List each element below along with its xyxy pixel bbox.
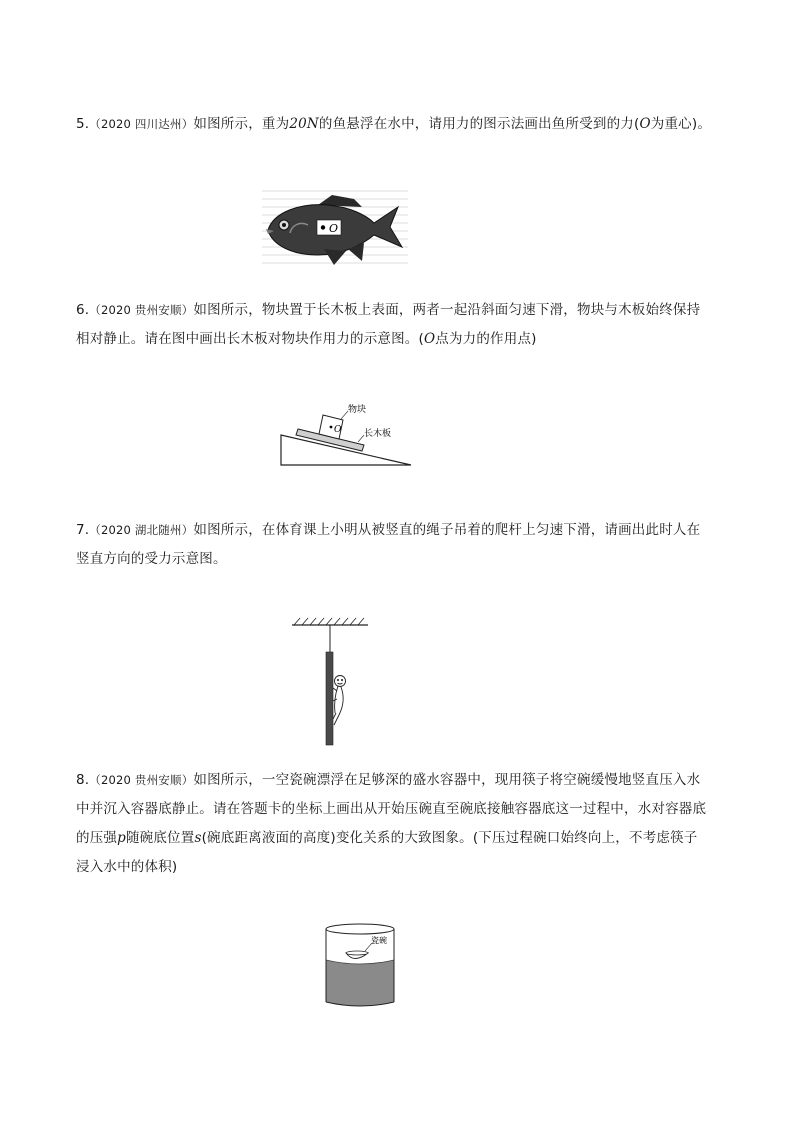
container-rim: [326, 924, 394, 934]
question-source: （2020 贵州安顺）: [89, 303, 194, 317]
action-point-dot: [330, 426, 333, 429]
question-6: [76, 296, 721, 354]
question-number: 6.: [76, 302, 90, 318]
question-text: 点为力的作用点): [435, 331, 537, 347]
question-text: 如图所示，一空瓷碗漂浮在足够深的盛水容器中，现用筷子将空碗缓慢地竖直压入水: [193, 772, 701, 788]
ceiling-hatch: [294, 618, 364, 625]
question-source: （2020 湖北随州）: [89, 523, 194, 537]
climbing-pole-figure: [290, 615, 370, 749]
person: [333, 676, 346, 726]
bowl-label: 瓷碗: [371, 936, 387, 945]
water: [326, 960, 394, 1006]
question-text: 竖直方向的受力示意图。: [76, 551, 227, 567]
point-o-label: O: [334, 425, 342, 435]
weight-value: 20N: [289, 116, 319, 132]
question-5: [76, 110, 721, 139]
question-source: （2020 四川达州）: [89, 117, 194, 131]
block-label: 物块: [348, 405, 367, 415]
question-text: 如图所示，在体育课上小明从被竖直的绳子吊着的爬杆上匀速下滑，请画出此时人在: [193, 522, 701, 538]
question-source: （2020 贵州安顺）: [89, 773, 194, 787]
question-number: 5.: [76, 116, 90, 132]
question-text: 随碗底位置: [125, 830, 195, 846]
container-figure: [320, 920, 400, 1012]
question-text: 如图所示，物块置于长木板上表面，两者一起沿斜面匀速下滑，物块与木板始终保持: [193, 302, 701, 318]
question-text: 浸入水中的体积): [76, 859, 178, 875]
question-text: 的鱼悬浮在水中，请用力的图示法画出鱼所受到的力(: [318, 116, 640, 132]
incline-slope: [281, 435, 411, 465]
question-text: 相对静止。请在图中画出长木板对物块作用力的示意图。(: [76, 331, 424, 347]
point-symbol: O: [423, 331, 436, 347]
pressure-symbol: p: [117, 830, 126, 846]
question-text: 中并沉入容器底静止。请在答题卡的坐标上画出从开始压碗直至碗底接触容器底这一过程中，水对容器底: [76, 801, 707, 817]
center-of-gravity-dot: [321, 225, 325, 229]
point-symbol: O: [639, 116, 651, 132]
incline-figure: [278, 402, 414, 468]
board-label: 长木板: [364, 429, 392, 439]
fish-figure: [262, 185, 408, 271]
question-8: [76, 766, 721, 882]
question-number: 7.: [76, 522, 90, 538]
question-7: [76, 516, 721, 574]
question-number: 8.: [76, 772, 90, 788]
question-text: 如图所示，重为: [193, 116, 290, 132]
position-symbol: s: [194, 830, 202, 846]
point-o-label: O: [329, 222, 339, 235]
pole: [326, 652, 333, 745]
question-text: 为重心)。: [650, 116, 712, 132]
question-text: (碗底距离液面的高度)变化关系的大致图象。(下压过程碗口始终向上，不考虑筷子: [201, 830, 698, 846]
question-text: 的压强: [76, 830, 118, 846]
